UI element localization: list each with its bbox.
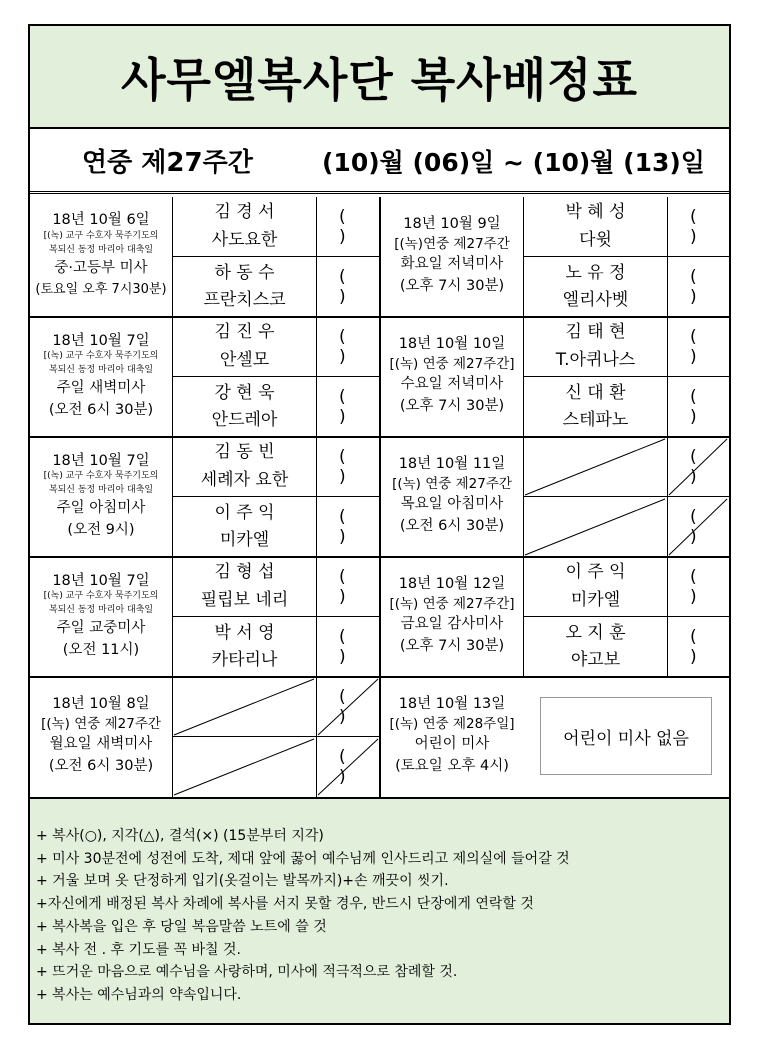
server-saint-name: 프란치스코 [203,290,286,310]
server-cell [523,197,667,257]
mass-name: 중·고등부 미사 [54,259,148,276]
mass-date: 18년 10월 6일 [52,212,150,229]
feast-line: 복되신 동정 마리아 대축일 [48,244,154,255]
server-cell [172,437,316,497]
mass-info [381,677,523,797]
mass-date: 18년 10월 7일 [52,572,150,589]
attendance-check[interactable]: ( ) [316,437,380,497]
attendance-check[interactable]: ( ) [667,557,729,617]
empty-check-slash [316,737,380,797]
attendance-check[interactable]: ( ) [316,317,380,377]
empty-check-slash [667,497,729,557]
rule-item: + 거울 보며 옷 단정하게 입기(옷걸이는 발목까지)+손 깨끗이 씻기. [36,873,449,890]
server-name: 신 대 환 [565,382,626,403]
mass-info [30,317,172,437]
mass-name: 주일 교중미사 [56,619,146,636]
server-cell [172,497,316,557]
server-saint-name: 안셀모 [219,349,270,370]
server-name: 김 형 섭 [214,562,275,583]
server-cell [523,377,667,437]
empty-slot-slash [523,497,667,557]
empty-slot-slash [523,437,667,497]
season-line: [(녹) 연중 제28주일] [389,715,515,732]
mass-info [30,197,172,317]
schedule-grid [30,197,729,797]
server-cell [523,257,667,317]
mass-name: 목요일 아침미사 [400,496,504,513]
server-cell [523,557,667,617]
season-line: [(녹)연중 제27주간 [394,235,510,252]
server-saint-name: 안드레아 [211,410,278,430]
week-band [30,129,729,194]
server-saint-name: 야고보 [570,650,621,670]
feast-line: [(녹) 교구 수호자 묵주기도의 [43,230,159,241]
season-line: [(녹) 연중 제27주간 [41,715,161,732]
server-name: 오 지 훈 [565,622,626,643]
server-cell [172,317,316,377]
server-name: 김 동 빈 [214,442,275,463]
server-cell [172,617,316,677]
server-saint-name: 다윗 [579,229,612,250]
server-saint-name: 필립보 네리 [200,589,289,610]
server-name: 박 혜 성 [565,202,626,223]
mass-date: 18년 10월 13일 [398,696,506,713]
rule-item: + 복사 전 . 후 기도를 꼭 바칠 것. [36,941,241,958]
server-name: 김 경 서 [214,202,275,223]
mass-time: (오전 6시 30분) [399,517,505,534]
server-cell [172,557,316,617]
mass-name: 주일 새벽미사 [56,379,146,396]
feast-line: 복되신 동정 마리아 대축일 [48,484,154,495]
server-name: 노 유 정 [565,262,626,283]
empty-check-slash [667,437,729,497]
attendance-check[interactable]: ( ) [667,497,729,557]
feast-line: 복되신 동정 마리아 대축일 [48,364,154,375]
attendance-check[interactable]: ( ) [316,677,380,737]
title-band [30,26,729,129]
server-saint-name: 세례자 요한 [200,469,289,490]
server-saint-name: 엘리사벳 [562,290,629,310]
empty-check-slash [316,677,380,737]
server-name: 김 진 우 [214,322,275,343]
mass-name: 어린이 미사 [414,736,490,753]
rule-item: + 복사복을 입은 후 당일 복음말씀 노트에 쓸 것 [36,918,327,935]
attendance-check[interactable]: ( ) [667,317,729,377]
feast-line: [(녹) 교구 수호자 묵주기도의 [43,471,159,481]
mass-time: (토요일 오후 4시) [395,757,509,774]
rule-item: + 복사는 예수님과의 약속입니다. [36,986,242,1003]
server-saint-name: 미카엘 [570,589,621,610]
server-saint-name: 미카엘 [219,530,270,550]
date-range: (10)월 (06)일 ~ (10)월 (13)일 [322,148,705,177]
attendance-check[interactable]: ( ) [667,197,729,257]
mass-time: (오후 7시 30분) [399,637,505,654]
empty-slot-slash [172,677,316,737]
feast-line: 복되신 동정 마리아 대축일 [48,604,154,615]
server-name: 이 주 익 [214,502,275,523]
season-line: [(녹) 연중 제27주간 [392,475,512,492]
server-cell [172,377,316,437]
mass-date: 18년 10월 12일 [398,576,506,593]
mass-info [381,557,523,677]
column-divider [379,197,381,797]
rule-item: + 뜨거운 마음으로 예수님을 사랑하며, 미사에 적극적으로 참례할 것. [36,964,458,981]
mass-time: (오전 6시 30분) [48,401,154,418]
mass-info [381,197,523,317]
attendance-check[interactable]: ( ) [316,377,380,437]
mass-date: 18년 10월 10일 [398,336,506,353]
mass-date: 18년 10월 11일 [398,456,506,473]
server-name: 박 서 영 [214,622,275,643]
server-saint-name: 사도요한 [211,229,278,250]
attendance-check[interactable]: ( ) [667,617,729,677]
season-line: [(녹) 연중 제27주간] [389,595,515,612]
mass-name: 수요일 저녁미사 [400,376,504,393]
attendance-check[interactable]: ( ) [667,437,729,497]
server-cell [172,257,316,317]
server-name: 하 동 수 [214,262,275,283]
schedule-sheet [28,24,731,1025]
mass-info [30,677,172,797]
mass-time: (오전 9시) [67,521,135,538]
mass-name: 주일 아침미사 [56,499,146,516]
mass-time: (토요일 오후 7시30분) [35,282,167,298]
server-saint-name: 스테파노 [562,410,629,430]
attendance-check[interactable]: ( ) [316,497,380,557]
server-cell [523,317,667,377]
mass-date: 18년 10월 7일 [52,452,150,469]
mass-name: 금요일 감사미사 [400,616,504,633]
server-name: 강 현 욱 [214,382,275,403]
rule-item: +자신에게 배정된 복사 차례에 복사를 서지 못할 경우, 반드시 단장에게 연락할 것 [36,896,534,913]
mass-time: (오전 11시) [62,641,140,658]
rule-item: + 복사(○), 지각(△), 결석(×) (15분부터 지각) [36,828,324,844]
mass-info [30,437,172,557]
mass-date: 18년 10월 8일 [52,696,150,713]
feast-line: [(녹) 교구 수호자 묵주기도의 [43,591,159,601]
no-mass-note: 어린이 미사 없음 [540,697,712,775]
mass-time: (오후 7시 30분) [399,277,505,294]
server-cell [523,617,667,677]
mass-date: 18년 10월 9일 [403,216,501,233]
server-saint-name: T.아퀴나스 [555,349,636,370]
attendance-check[interactable]: ( ) [667,257,729,317]
mass-date: 18년 10월 7일 [52,332,150,349]
page-title: 사무엘복사단 복사배정표 [121,52,638,107]
mass-info [381,317,523,437]
mass-name: 월요일 새벽미사 [49,736,153,753]
empty-slot-slash [172,737,316,797]
server-name: 김 태 현 [565,322,626,343]
mass-info [381,437,523,557]
attendance-check[interactable]: ( ) [316,257,380,317]
attendance-check[interactable]: ( ) [667,377,729,437]
attendance-check[interactable]: ( ) [316,557,380,617]
rules-notes [30,797,729,1023]
server-name: 이 주 익 [565,562,626,583]
server-saint-name: 카타리나 [211,650,278,670]
server-cell [172,197,316,257]
feast-line: [(녹) 교구 수호자 묵주기도의 [43,351,159,361]
attendance-check[interactable]: ( ) [316,197,380,257]
attendance-check[interactable]: ( ) [316,737,380,797]
mass-name: 화요일 저녁미사 [400,256,504,273]
attendance-check[interactable]: ( ) [316,617,380,677]
week-label: 연중 제27주간 [82,148,253,178]
mass-time: (오후 7시 30분) [399,397,505,414]
rule-item: + 미사 30분전에 성전에 도착, 제대 앞에 꿇어 예수님께 인사드리고 제의실에 들어갈 것 [36,850,570,867]
mass-info [30,557,172,677]
mass-time: (오전 6시 30분) [48,757,154,774]
season-line: [(녹) 연중 제27주간] [389,355,515,372]
